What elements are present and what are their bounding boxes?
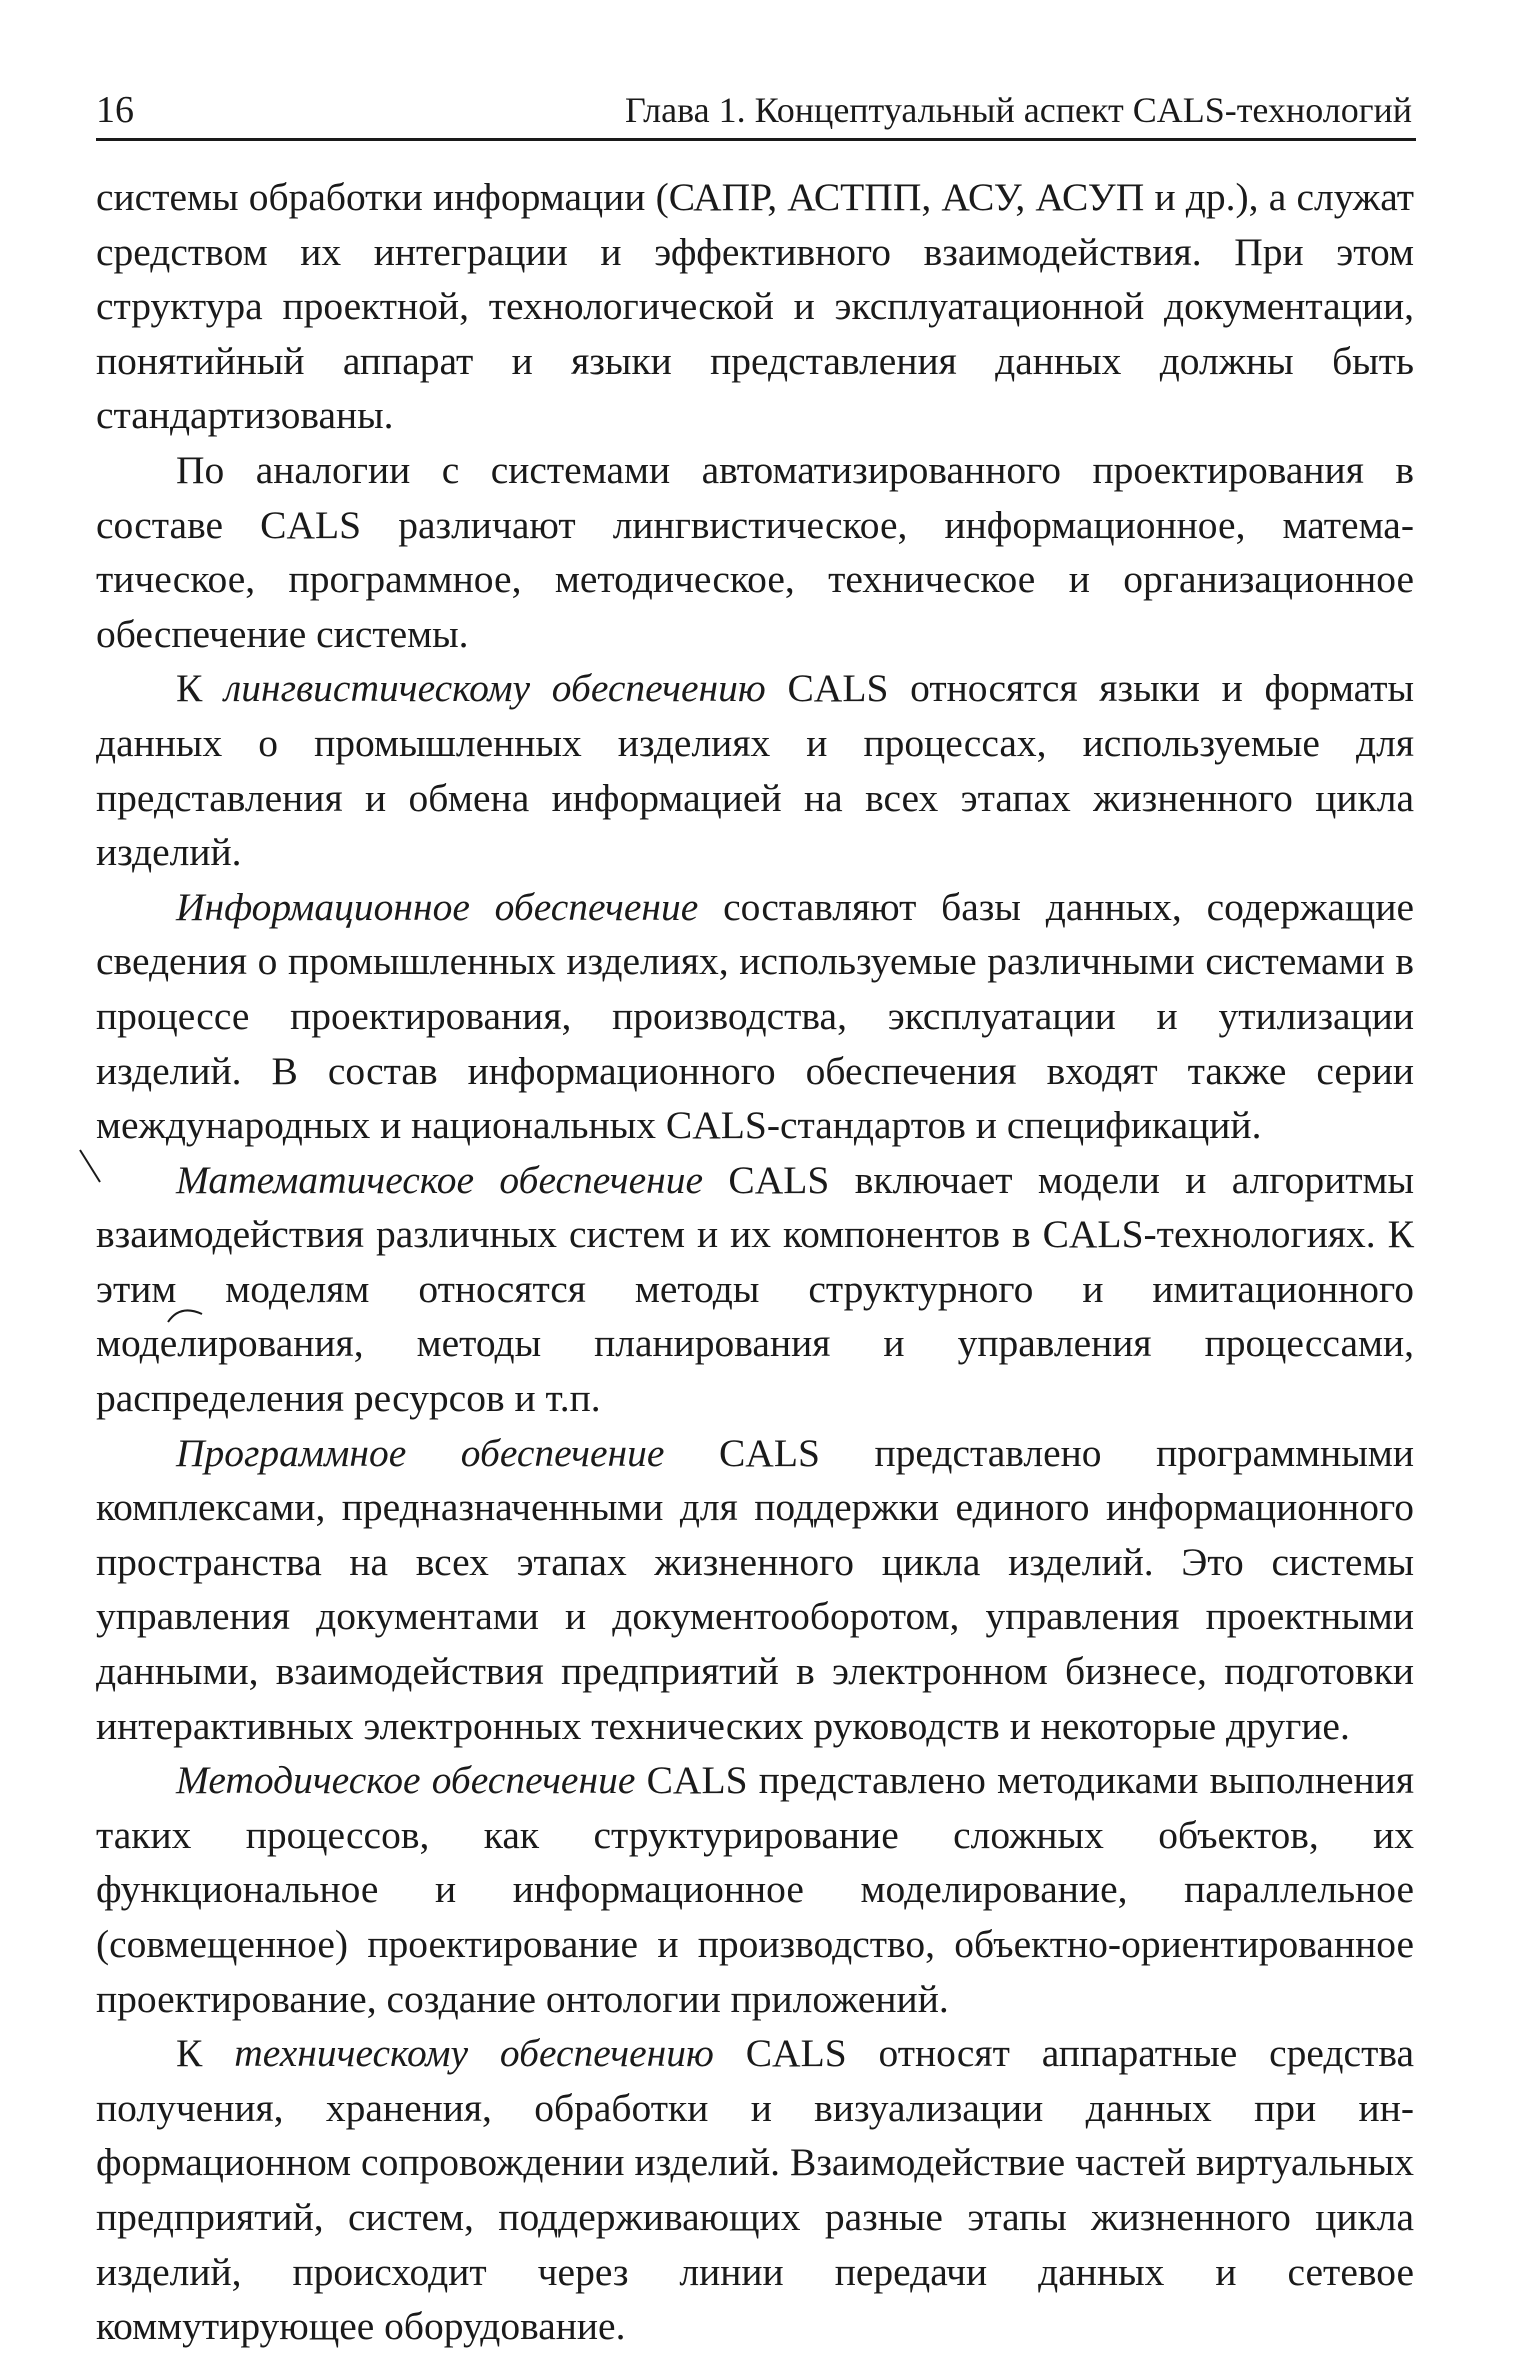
running-title: Глава 1. Концептуальный аспект CALS-технологий [625, 90, 1412, 130]
italic-term: Информационное обеспечение [176, 884, 699, 929]
paragraph [96, 1753, 1414, 2026]
italic-term: Математическое обеспечение [176, 1157, 704, 1202]
italic-term: лингвистическому обеспечению [224, 666, 766, 711]
paragraph [96, 1153, 1414, 1426]
paragraph [96, 661, 1414, 879]
italic-term: Программное обеспечение [176, 1430, 665, 1475]
paragraph-text: По аналогии с системами автоматизированного проектирования в составе CALS различают лингвистическое, информационное, математическое, программное, методическое, техническое и организационное обеспечение системы. [96, 447, 1414, 656]
paragraph-text: CALS относятся языки и форматы данных о промышленных изделиях и процессах, используемые для представления и обмена информацией на всех этапах жизненного цикла изделий. [96, 666, 1414, 875]
paragraph [96, 880, 1414, 1153]
italic-term: техническому обеспечению [234, 2031, 714, 2076]
paragraph [96, 1426, 1414, 1754]
paragraph-text: системы обработки информации (САПР, АСТПП, АСУ, АСУП и др.), а служат средством их интеграции и эффективного взаимодействия. При этом структура проектной, технологической и эксплуатационной документации, понятийный аппарат и языки представления данных должны быть стандартизованы. [96, 175, 1414, 438]
paragraph-text: CALS представлено программными комплексами, предназначенными для поддержки единого информационного пространства на всех этапах жизненного цикла изделий. Это системы управления документами и документооборотом, управления проектными данными, взаимодействия предприятий в электронном бизнесе, подготовки интерактивных электронных технических руководств и некоторые другие. [96, 1430, 1414, 1748]
paragraph-lead: К [176, 2031, 235, 2076]
body-text [96, 170, 1414, 2354]
paragraph-text: CALS представлено методиками выполнения таких процессов, как структурирование сложных объектов, их функциональное и информационное моделирование, параллельное (совмещенное) проектирование и производство, объектно-ориентированное проектирование, создание онтологии приложений. [96, 1758, 1414, 2021]
paragraph-text: составляют базы данных, содержащие сведения о промышленных изделиях, используемые различными системами в процессе проектирования, производства, эксплуатации и утилизации изделий. В состав информационного обеспечения входят также серии международных и национальных CALS-стандартов и спецификаций. [96, 884, 1415, 1148]
paragraph-text: CALS относят аппаратные средства получения, хранения, обработки и визуализации данных при информационном сопровождении изделий. Взаимодействие частей виртуальных предприятий, систем, поддерживающих разные этапы жизненного цикла изделий, происходит через линии передачи данных и сетевое коммутирующее оборудование. [96, 2031, 1414, 2349]
running-header [96, 82, 1416, 141]
paragraph [96, 443, 1414, 661]
paragraph [96, 170, 1414, 443]
page-number: 16 [96, 89, 134, 131]
paragraph [96, 2026, 1414, 2354]
pen-mark-underline [166, 1300, 206, 1326]
paragraph-text: CALS включает модели и алгоритмы взаимодействия различных систем и их компонентов в CALS-технологиях. К этим моделям относятся методы структурного и имитационного моделирования, методы планирования и управления процессами, распределения ресурсов и т.п. [96, 1157, 1415, 1421]
italic-term: Методическое обеспечение [176, 1758, 636, 1803]
pen-mark-margin [78, 1148, 104, 1188]
paragraph-lead: К [176, 666, 225, 711]
